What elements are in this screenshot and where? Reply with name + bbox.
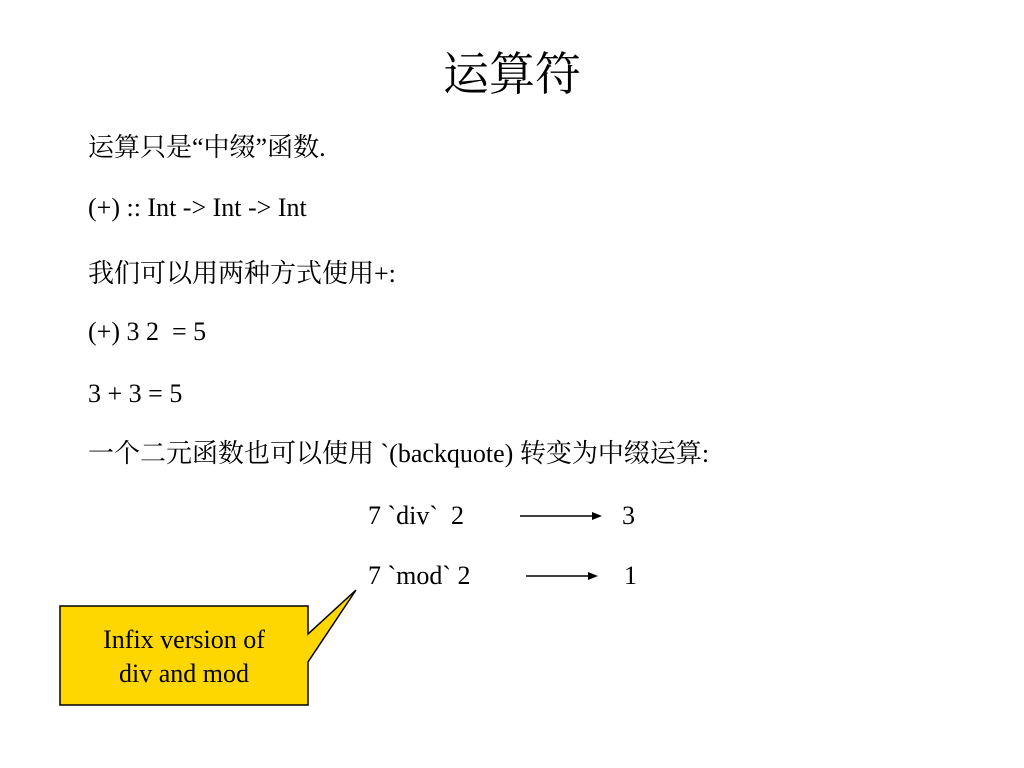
- div-example-result: 3: [622, 501, 635, 530]
- slide-title: 运算符: [443, 49, 581, 100]
- div-example-expression: 7 `div` 2: [368, 501, 465, 530]
- text-line-6: 一个二元函数也可以使用 `(backquote) 转变为中缀运算:: [88, 439, 710, 468]
- mod-example-expression: 7 `mod` 2: [368, 561, 471, 590]
- callout-line-2: div and mod: [119, 659, 249, 688]
- callout-line-1: Infix version of: [103, 625, 265, 654]
- callout-text: [60, 610, 308, 704]
- text-line-4: (+) 3 2 = 5: [88, 317, 207, 346]
- text-line-2: (+) :: Int -> Int -> Int: [88, 193, 307, 222]
- text-line-5: 3 + 3 = 5: [88, 379, 183, 408]
- text-line-1: 运算只是“中缀”函数.: [88, 133, 326, 162]
- mod-example-result: 1: [624, 561, 637, 590]
- text-line-3: 我们可以用两种方式使用+:: [88, 259, 396, 288]
